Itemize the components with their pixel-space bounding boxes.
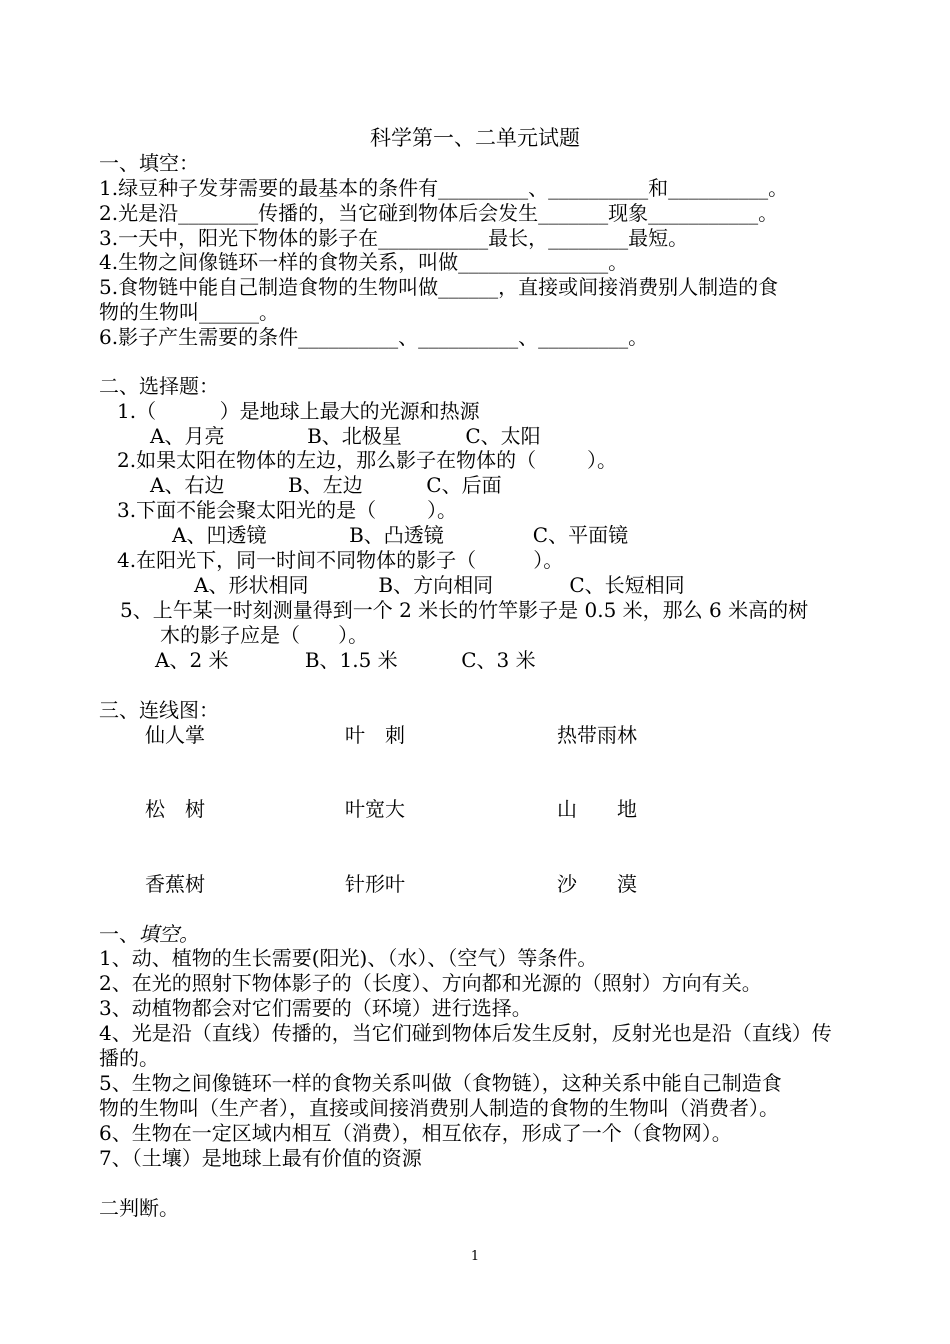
fill-question-3: 3.一天中，阳光下物体的影子在___________最长，________最短。 (99, 226, 689, 250)
judge-heading: 二判断。 (99, 1196, 179, 1220)
matching-leaf: 叶 刺 (345, 723, 405, 747)
matching-leaf: 针形叶 (345, 872, 405, 896)
answers-heading (99, 922, 199, 947)
page-number: 1 (470, 1249, 480, 1264)
answers-heading-number: 一、 (99, 922, 139, 946)
choice-question-4: 4.在阳光下，同一时间不同物体的影子（ ）。 (117, 548, 564, 572)
answer-2: 2、在光的照射下物体影子的（长度）、方向都和光源的（照射）方向有关。 (99, 971, 762, 995)
fill-question-2: 2.光是沿________传播的，当它碰到物体后会发生_______现象___________。 (99, 201, 779, 225)
fill-question-4: 4.生物之间像链环一样的食物关系，叫做_______________。 (99, 250, 629, 274)
choice-options-2: A、右边 B、左边 C、后面 (150, 473, 502, 497)
fill-question-6: 6.影子产生需要的条件__________、__________、_________。 (99, 325, 649, 349)
choice-question-1: 1.（ ）是地球上最大的光源和热源 (117, 399, 480, 423)
section-matching-heading: 三、连线图： (99, 698, 219, 722)
choice-question-5-line1: 5、上午某一时刻测量得到一个 2 米长的竹竿影子是 0.5 米，那么 6 米高的树 (120, 598, 809, 622)
choice-question-3: 3.下面不能会聚太阳光的是（ ）。 (117, 498, 457, 522)
answer-4-line2: 播的。 (99, 1046, 159, 1070)
matching-plant: 香蕉树 (145, 872, 205, 896)
page-title: 科学第一、二单元试题 (370, 126, 580, 150)
answer-5-line1: 5、生物之间像链环一样的食物关系叫做（食物链），这种关系中能自己制造食 (99, 1071, 782, 1095)
answer-6: 6、生物在一定区域内相互（消费），相互依存，形成了一个（食物网）。 (99, 1121, 732, 1145)
section-fill-heading: 一、填空： (99, 151, 199, 175)
matching-habitat: 热带雨林 (557, 723, 637, 747)
fill-question-5-line2: 物的生物叫______。 (99, 300, 279, 324)
matching-habitat: 沙 漠 (557, 872, 637, 896)
choice-options-1: A、月亮 B、北极星 C、太阳 (150, 424, 541, 448)
fill-question-1: 1.绿豆种子发芽需要的最基本的条件有_________、__________和__________。 (99, 176, 789, 200)
choice-options-3: A、凹透镜 B、凸透镜 C、平面镜 (172, 523, 629, 547)
answers-heading-text: 填空。 (139, 922, 199, 946)
answer-7: 7、（土壤）是地球上最有价值的资源 (99, 1146, 422, 1170)
section-choice-heading: 二、选择题： (99, 374, 219, 398)
choice-options-4: A、形状相同 B、方向相同 C、长短相同 (194, 573, 685, 597)
choice-question-2: 2.如果太阳在物体的左边，那么影子在物体的（ ）。 (117, 448, 617, 472)
fill-question-5-line1: 5.食物链中能自己制造食物的生物叫做______，直接或间接消费别人制造的食 (99, 275, 779, 299)
answer-3: 3、动植物都会对它们需要的（环境）进行选择。 (99, 996, 532, 1020)
answer-5-line2: 物的生物叫（生产者），直接或间接消费别人制造的食物的生物叫（消费者）。 (99, 1096, 779, 1120)
choice-options-5: A、2 米 B、1.5 米 C、3 米 (155, 648, 536, 672)
choice-question-5-line2: 木的影子应是（ ）。 (160, 623, 369, 647)
matching-plant: 松 树 (145, 797, 205, 821)
answer-1: 1、动、植物的生长需要(阳光)、（水）、（空气）等条件。 (99, 946, 598, 970)
answer-4-line1: 4、光是沿（直线）传播的，当它们碰到物体后发生反射，反射光也是沿（直线）传 (99, 1021, 832, 1045)
matching-leaf: 叶宽大 (345, 797, 405, 821)
matching-habitat: 山 地 (557, 797, 637, 821)
matching-plant: 仙人掌 (145, 723, 205, 747)
